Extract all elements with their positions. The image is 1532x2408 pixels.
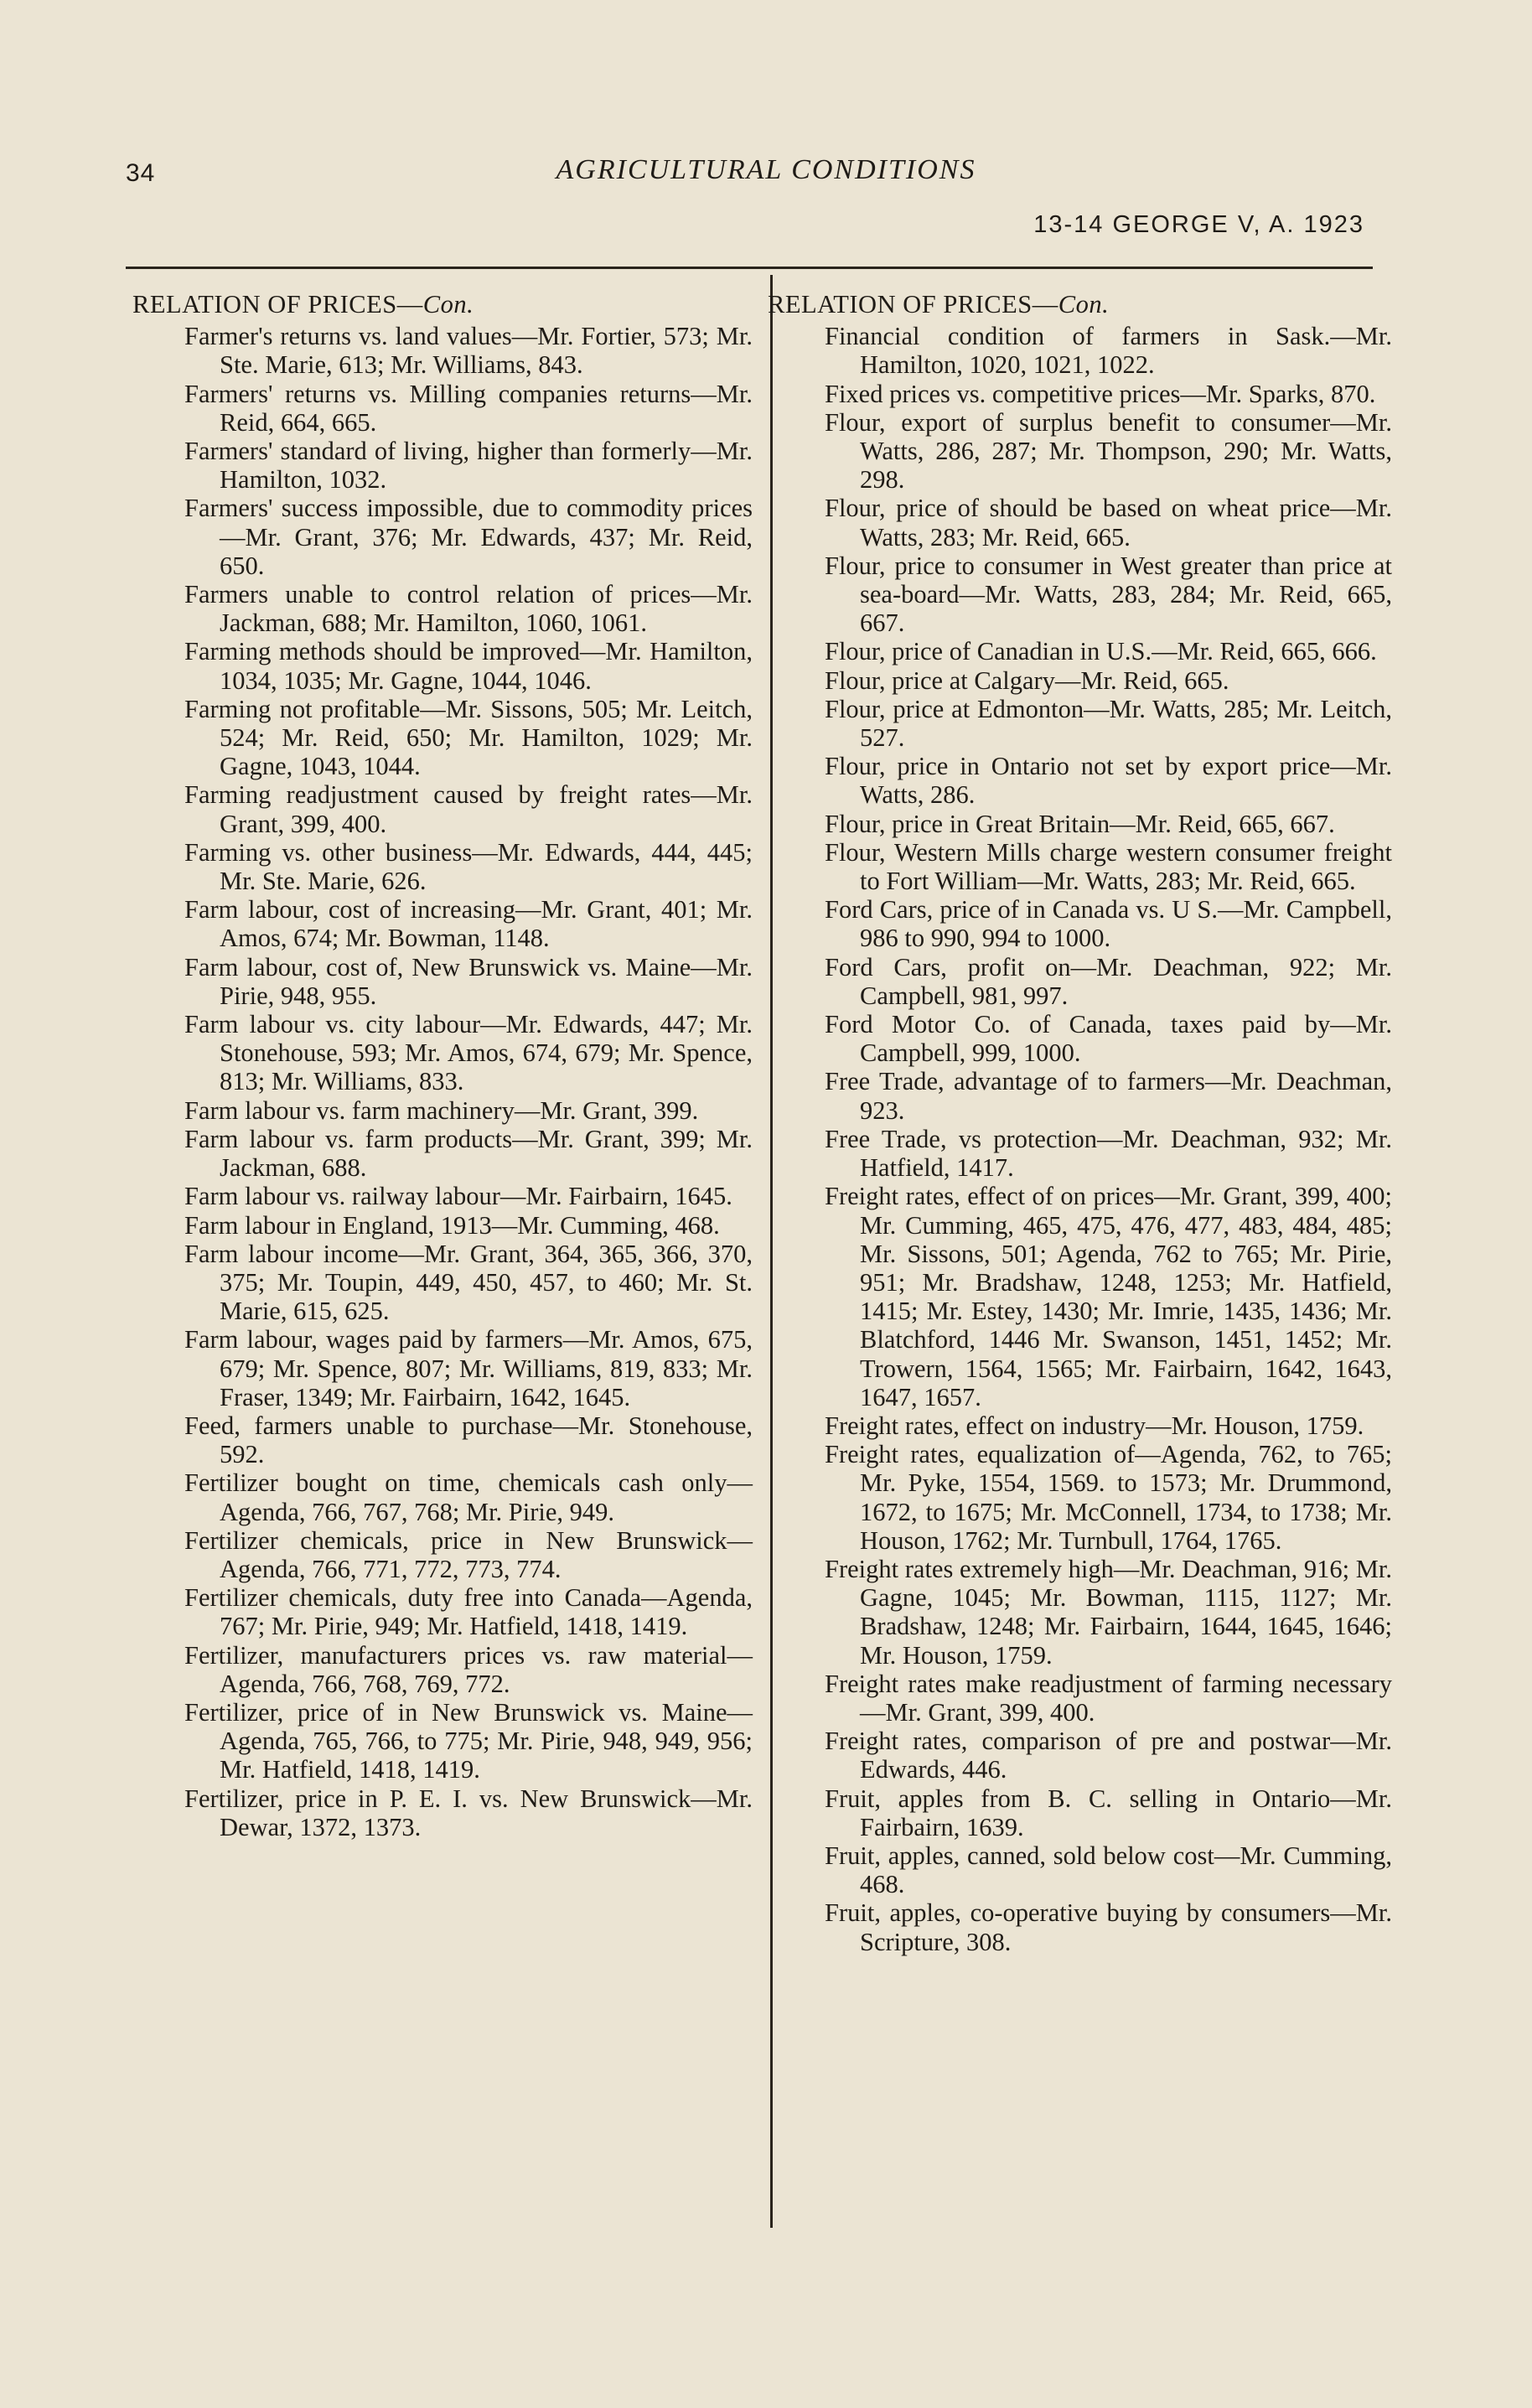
left-column-heading [132,290,753,318]
index-entry: Ford Motor Co. of Canada, taxes paid by—Mr. Campbell, 999, 1000. [825,1010,1392,1068]
index-entry: Flour, price at Calgary—Mr. Reid, 665. [825,665,1229,695]
index-entry: Farm labour vs. farm products—Mr. Grant, 399; Mr. Jackman, 688. [184,1124,753,1183]
session-line: 13-14 GEORGE V, A. 1923 [1033,211,1364,238]
right-column-heading [768,290,1392,318]
index-entry: Farming not profitable—Mr. Sissons, 505; Mr. Leitch, 524; Mr. Reid, 650; Mr. Hamilton, 1029; Mr. Gagne, 1043, 1044. [184,694,753,781]
left-column [132,290,753,1841]
index-entry: Free Trade, vs protection—Mr. Deachman, 932; Mr. Hatfield, 1417. [825,1124,1392,1183]
index-entry: Freight rates, effect of on prices—Mr. Grant, 399, 400; Mr. Cumming, 465, 475, 476, 477, 483, 484, 485; Mr. Sissons, 501; Agenda, 762 to 765; Mr. Pirie, 951; Mr. Bradshaw, 1248, 1253; Mr. Hatfield, 1415; Mr. Estey, 1430; Mr. Imrie, 1435, 1436; Mr. Blatchford, 1446 Mr. Swanson, 1451, 1452; Mr. Trowern, 1564, 1565; Mr. Fairbairn, 1642, 1643, 1647, 1657. [825,1182,1392,1411]
index-entry: Farmers unable to control relation of prices—Mr. Jackman, 688; Mr. Hamilton, 1060, 1061. [184,580,753,638]
index-entry: Farm labour in England, 1913—Mr. Cumming, 468. [184,1210,720,1240]
index-entry: Freight rates, equalization of—Agenda, 762, to 765; Mr. Pyke, 1554, 1569. to 1573; Mr. Drummond, 1672, to 1675; Mr. McConnell, 1734, to 1738; Mr. Houson, 1762; Mr. Turnbull, 1764, 1765. [825,1440,1392,1555]
index-entry: Farm labour, wages paid by farmers—Mr. Amos, 675, 679; Mr. Spence, 807; Mr. Williams, 819, 833; Mr. Fraser, 1349; Mr. Fairbairn, 1642, 1645. [184,1325,753,1411]
index-entry: Fertilizer chemicals, price in New Brunswick—Agenda, 766, 771, 772, 773, 774. [184,1525,753,1583]
index-entry: Flour, price of Canadian in U.S.—Mr. Reid, 665, 666. [825,637,1377,666]
index-entry: Fertilizer, price in P. E. I. vs. New Brunswick—Mr. Dewar, 1372, 1373. [184,1784,753,1841]
index-entry: Freight rates, comparison of pre and postwar—Mr. Edwards, 446. [825,1727,1392,1784]
index-entry: Farm labour income—Mr. Grant, 364, 365, 366, 370, 375; Mr. Toupin, 449, 450, 457, to 460; Mr. St. Marie, 615, 625. [184,1239,753,1326]
index-entry: Farming methods should be improved—Mr. Hamilton, 1034, 1035; Mr. Gagne, 1044, 1046. [184,637,753,695]
index-entry: Flour, Western Mills charge western consumer freight to Fort William—Mr. Watts, 283; Mr. Reid, 665. [825,837,1392,896]
heading-continued: Con. [422,290,474,318]
page-number: 34 [126,159,156,187]
index-entry: Fertilizer, price of in New Brunswick vs. Maine—Agenda, 765, 766, to 775; Mr. Pirie, 948, 949, 956; Mr. Hatfield, 1418, 1419. [184,1697,753,1784]
index-entry: Fertilizer bought on time, chemicals cash only—Agenda, 766, 767, 768; Mr. Pirie, 949. [184,1468,753,1526]
index-entry: Flour, price in Great Britain—Mr. Reid, 665, 667. [825,809,1335,838]
index-entry: Flour, price in Ontario not set by export price—Mr. Watts, 286. [825,752,1392,810]
heading-continued: Con. [1058,290,1110,318]
running-title: AGRICULTURAL CONDITIONS [556,154,976,185]
index-entry: Farmers' standard of living, higher than formerly—Mr. Hamilton, 1032. [184,437,753,495]
index-entry: Fruit, apples from B. C. selling in Ontario—Mr. Fairbairn, 1639. [825,1784,1392,1841]
index-entry: Farm labour, cost of, New Brunswick vs. Maine—Mr. Pirie, 948, 955. [184,952,753,1010]
index-entry: Flour, price of should be based on wheat price—Mr. Watts, 283; Mr. Reid, 665. [825,494,1392,552]
right-column [768,290,1392,1956]
left-entry-list [132,322,753,1841]
index-entry: Ford Cars, profit on—Mr. Deachman, 922; Mr. Campbell, 981, 997. [825,952,1392,1010]
right-entry-list [768,322,1392,1956]
index-entry: Farmers' returns vs. Milling companies returns—Mr. Reid, 664, 665. [184,379,753,437]
index-entry: Farm labour vs. city labour—Mr. Edwards, 447; Mr. Stonehouse, 593; Mr. Amos, 674, 679; Mr. Spence, 813; Mr. Williams, 833. [184,1010,753,1096]
index-entry: Farm labour vs. railway labour—Mr. Fairbairn, 1645. [184,1182,732,1211]
index-entry: Fertilizer chemicals, duty free into Canada—Agenda, 767; Mr. Pirie, 949; Mr. Hatfield, 1418, 1419. [184,1583,753,1641]
index-entry: Fruit, apples, co-operative buying by consumers—Mr. Scripture, 308. [825,1898,1392,1956]
index-entry: Ford Cars, price of in Canada vs. U S.—Mr. Campbell, 986 to 990, 994 to 1000. [825,895,1392,953]
header-rule [126,267,1373,269]
index-entry: Freight rates, effect on industry—Mr. Houson, 1759. [825,1411,1364,1440]
index-entry: Farmers' success impossible, due to commodity prices—Mr. Grant, 376; Mr. Edwards, 437; Mr. Reid, 650. [184,494,753,580]
index-entry: Fertilizer, manufacturers prices vs. raw material—Agenda, 766, 768, 769, 772. [184,1640,753,1698]
index-entry: Farm labour, cost of increasing—Mr. Grant, 401; Mr. Amos, 674; Mr. Bowman, 1148. [184,895,753,953]
index-entry: Freight rates extremely high—Mr. Deachman, 916; Mr. Gagne, 1045; Mr. Bowman, 1115, 1127; Mr. Bradshaw, 1248; Mr. Fairbairn, 1644, 1645, 1646; Mr. Houson, 1759. [825,1554,1392,1670]
index-entry: Farming vs. other business—Mr. Edwards, 444, 445; Mr. Ste. Marie, 626. [184,837,753,896]
index-entry: Fruit, apples, canned, sold below cost—Mr. Cumming, 468. [825,1841,1392,1899]
index-entry: Flour, export of surplus benefit to consumer—Mr. Watts, 286, 287; Mr. Thompson, 290; Mr. Watts, 298. [825,407,1392,495]
page-header [0,0,1532,251]
index-entry: Farming readjustment caused by freight rates—Mr. Grant, 399, 400. [184,780,753,838]
index-entry: Flour, price to consumer in West greater than price at sea-board—Mr. Watts, 283, 284; Mr. Reid, 665, 667. [825,551,1392,638]
index-entry: Financial condition of farmers in Sask.—Mr. Hamilton, 1020, 1021, 1022. [825,322,1392,380]
index-entry: Farmer's returns vs. land values—Mr. Fortier, 573; Mr. Ste. Marie, 613; Mr. Williams, 843. [184,322,753,380]
heading-text: RELATION OF PRICES— [132,290,423,318]
index-entry: Flour, price at Edmonton—Mr. Watts, 285; Mr. Leitch, 527. [825,694,1392,753]
index-entry: Fixed prices vs. competitive prices—Mr. Sparks, 870. [825,379,1376,408]
index-entry: Freight rates make readjustment of farming necessary—Mr. Grant, 399, 400. [825,1669,1392,1727]
index-entry: Farm labour vs. farm machinery—Mr. Grant, 399. [184,1095,699,1125]
index-entry: Feed, farmers unable to purchase—Mr. Stonehouse, 592. [184,1411,753,1469]
heading-text: RELATION OF PRICES— [768,290,1058,318]
index-entry: Free Trade, advantage of to farmers—Mr. Deachman, 923. [825,1067,1392,1125]
